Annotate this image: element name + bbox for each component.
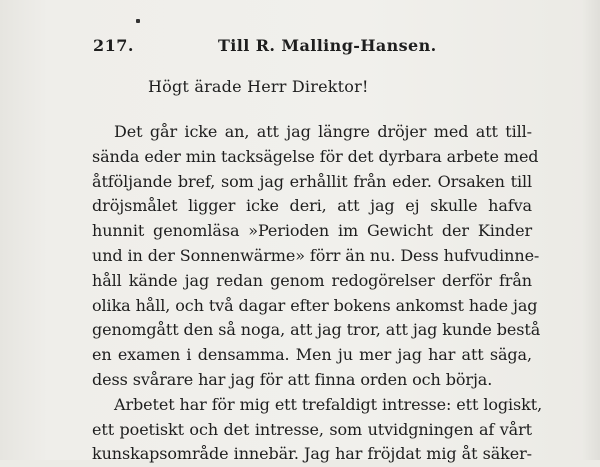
text-line: dröjsmålet ligger icke deri, att jag ej skulle hafva: [92, 196, 532, 216]
text-line: ett poetiskt och det intresse, som utvidgningen af vårt: [92, 419, 532, 439]
text-line: dess svårare har jag för att finna orden och börja.: [92, 369, 493, 389]
text-line: Det går icke an, att jag längre dröjer med att till-: [114, 122, 532, 141]
text-line: Arbetet har för mig ett trefaldigt intresse: ett logiskt,: [114, 394, 543, 414]
text-line: genomgått den så noga, att jag tror, att jag kunde bestå: [92, 320, 541, 340]
text-line: olika håll, och två dagar efter bokens ankomst hade jag: [92, 295, 538, 315]
text-line: sända eder min tacksägelse för det dyrbara arbete med: [92, 146, 539, 166]
running-title: Till R. Malling-Hansen.: [218, 36, 437, 55]
page-edge-shadow: [582, 0, 600, 460]
text-line: und in der Sonnenwärme» förr än nu. Dess hufvudinne-: [92, 245, 540, 265]
text-line: en examen i densamma. Men ju mer jag har att säga,: [92, 345, 532, 365]
letter-body: [92, 120, 543, 467]
print-mark: [136, 19, 140, 23]
running-header: [0, 36, 600, 62]
text-line: kunskapsområde innebär. Jag har fröjdat mig åt säker-: [92, 444, 532, 464]
text-line: håll kände jag redan genom redogörelser derför från: [92, 270, 532, 290]
text-line: åtföljande bref, som jag erhållit från eder. Orsaken till: [92, 171, 532, 191]
letter-salutation: Högt ärade Herr Direktor!: [148, 77, 369, 96]
text-line: hunnit genomläsa »Perioden im Gewicht der Kinder: [92, 221, 532, 241]
page-number: 217.: [93, 36, 134, 55]
